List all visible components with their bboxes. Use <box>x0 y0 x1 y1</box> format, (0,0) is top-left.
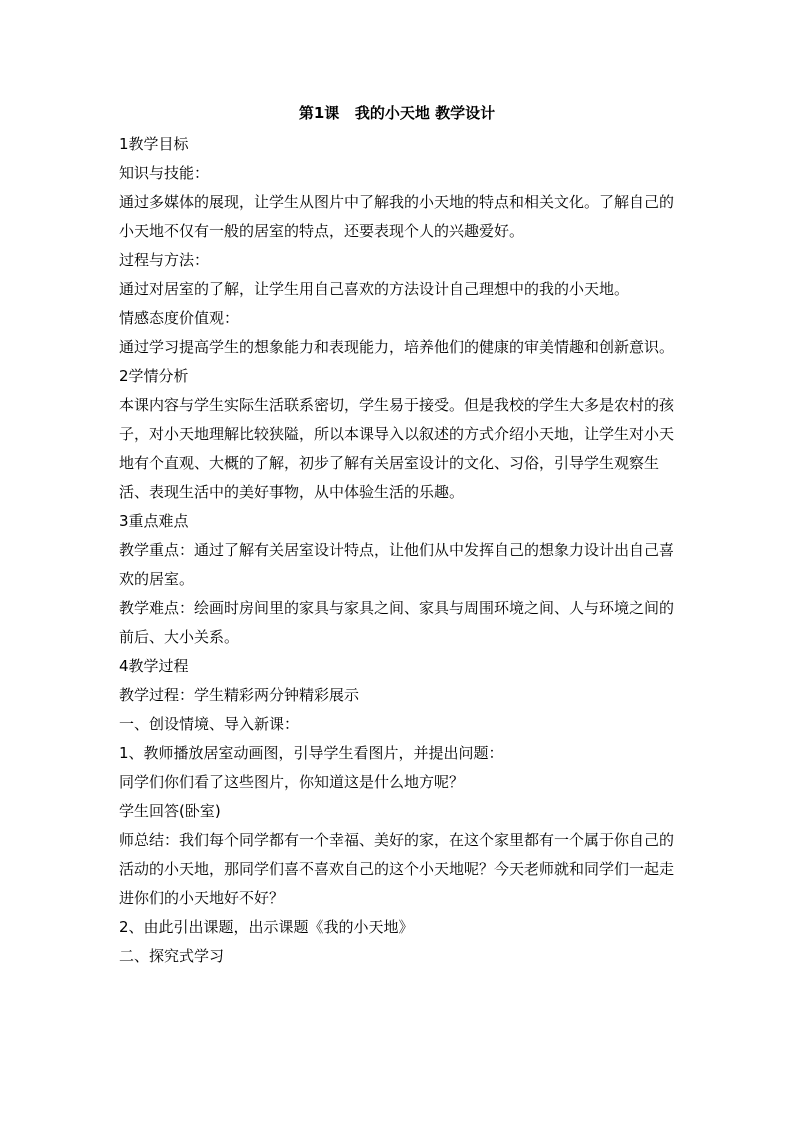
document-title: 第1课 我的小天地 教学设计 <box>298 104 496 122</box>
subheading-create-situation: 一、创设情境、导入新课： <box>119 715 300 733</box>
paragraph-key-point: 教学重点：通过了解有关居室设计特点，让他们从中发挥自己的想象力设计出自己喜欢的居室。 <box>119 541 675 588</box>
paragraph-question: 同学们你们看了这些图片，你知道这是什么地方呢？ <box>119 773 465 791</box>
paragraph-difficult-point: 教学难点：绘画时房间里的家具与家具之间、家具与周围环境之间、人与环境之间的前后、大小关系。 <box>119 599 675 646</box>
document-body <box>119 130 681 971</box>
heading-teaching-process: 4教学过程 <box>119 657 189 675</box>
paragraph-step-1: 1、教师播放居室动画图，引导学生看图片，并提出问题： <box>119 744 504 762</box>
paragraph-process-intro: 教学过程：学生精彩两分钟精彩展示 <box>119 686 360 704</box>
paragraph-emotion-values: 通过学习提高学生的想象能力和表现能力，培养他们的健康的审美情趣和创新意识。 <box>119 338 675 356</box>
heading-key-points: 3重点难点 <box>119 512 189 530</box>
paragraph-teacher-summary: 师总结：我们每个同学都有一个幸福、美好的家，在这个家里都有一个属于你自己的活动的小天地，那同学们喜不喜欢自己的这个小天地呢？今天老师就和同学们一起走进你们的小天地好不好？ <box>119 831 675 907</box>
heading-student-analysis: 2学情分析 <box>119 367 189 385</box>
subheading-emotion-values: 情感态度价值观： <box>119 309 240 327</box>
subheading-knowledge-skills: 知识与技能： <box>119 164 210 182</box>
paragraph-step-2: 2、由此引出课题，出示课题《我的小天地》 <box>119 918 414 936</box>
subheading-process-methods: 过程与方法： <box>119 251 210 269</box>
paragraph-student-answer: 学生回答(卧室) <box>119 802 221 820</box>
paragraph-process-methods: 通过对居室的了解，让学生用自己喜欢的方法设计自己理想中的我的小天地。 <box>119 280 630 298</box>
subheading-inquiry-learning: 二、探究式学习 <box>119 947 225 965</box>
paragraph-student-analysis: 本课内容与学生实际生活联系密切，学生易于接受。但是我校的学生大多是农村的孩子，对小天地理解比较狭隘，所以本课导入以叙述的方式介绍小天地，让学生对小天地有个直观、大概的了解，初步了解有关居室设计的文化、习俗，引导学生观察生活、表现生活中的美好事物，从中体验生活的乐趣。 <box>119 396 675 501</box>
paragraph-knowledge-skills: 通过多媒体的展现，让学生从图片中了解我的小天地的特点和相关文化。了解自己的小天地不仅有一般的居室的特点，还要表现个人的兴趣爱好。 <box>119 193 675 240</box>
heading-teaching-goals: 1教学目标 <box>119 135 189 153</box>
